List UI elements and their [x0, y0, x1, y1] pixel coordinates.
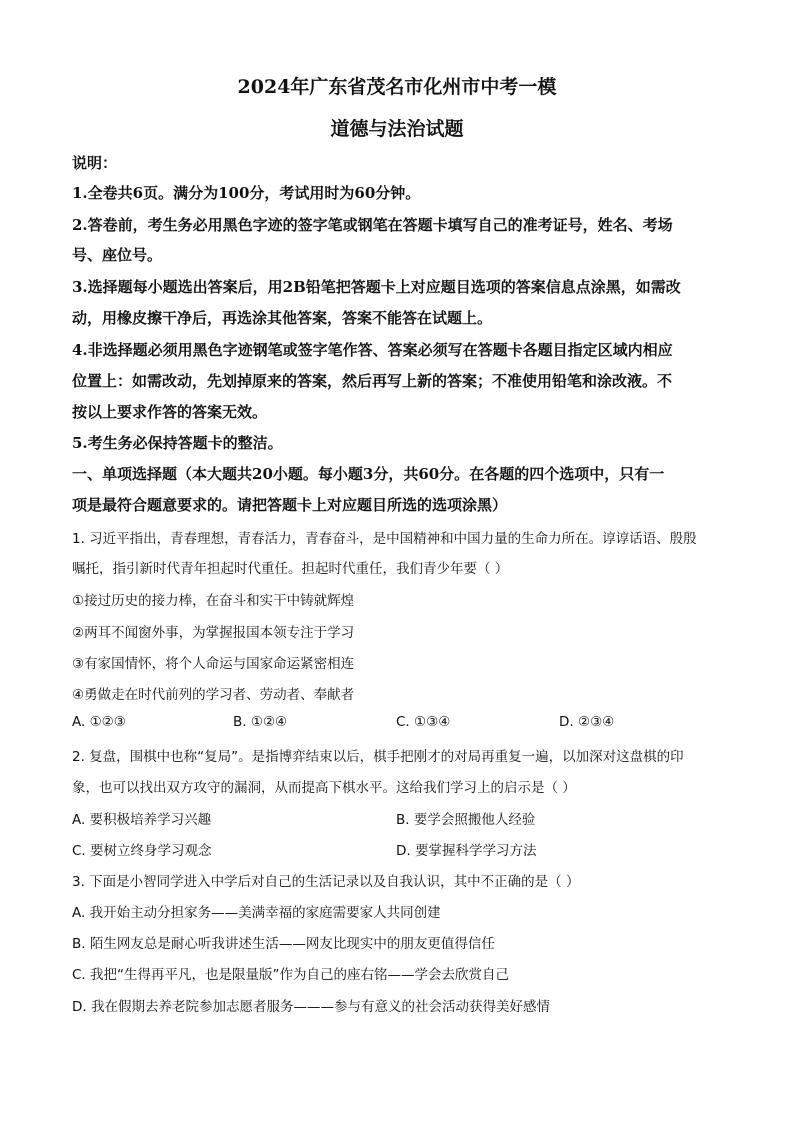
instruction-line: 1.全卷共6页。满分为100分，考试用时为60分钟。 — [72, 184, 421, 202]
exam-title: 2024年广东省茂名市化州市中考一模 — [237, 76, 557, 98]
question-3-stem: 3. 下面是小智同学进入中学后对自己的生活记录以及自我认识，其中不正确的是（ ） — [72, 874, 580, 890]
instruction-line: 位置上：如需改动，先划掉原来的答案，然后再写上新的答案；不准使用铅笔和涂改液。不 — [72, 372, 673, 390]
question-1-item: ③有家国情怀，将个人命运与国家命运紧密相连 — [72, 656, 355, 672]
instruction-line: 动，用橡皮擦干净后，再选涂其他答案，答案不能答在试题上。 — [72, 309, 493, 327]
question-1-option-c: C. ①③④ — [396, 714, 451, 730]
section-heading-continued: 项是最符合题意要求的。请把答题卡上对应题目所选的选项涂黑） — [72, 496, 508, 514]
question-1-item: ①接过历史的接力棒，在奋斗和实干中铸就辉煌 — [72, 593, 355, 609]
question-2-option-d: D. 要掌握科学学习方法 — [396, 843, 537, 859]
question-3-option-d: D. 我在假期去养老院参加志愿者服务———参与有意义的社会活动获得美好感情 — [72, 999, 550, 1015]
question-2-option-b: B. 要学会照搬他人经验 — [396, 812, 536, 828]
question-3-option-b: B. 陌生网友总是耐心听我讲述生活——网友比现实中的朋友更值得信任 — [72, 936, 495, 952]
instruction-line: 5.考生务必保持答题卡的整洁。 — [72, 434, 283, 452]
question-3-option-c: C. 我把“生得再平凡，也是限量版”作为自己的座右铭——学会去欣赏自己 — [72, 967, 509, 983]
question-2-option-a: A. 要积极培养学习兴趣 — [72, 812, 212, 828]
instruction-line: 号、座位号。 — [72, 246, 163, 264]
instruction-line: 按以上要求作答的答案无效。 — [72, 403, 268, 421]
instructions-heading: 说明： — [72, 154, 118, 172]
section-heading: 一、单项选择题（本大题共20小题。每小题3分，共60分。在各题的四个选项中，只有一 — [72, 465, 665, 483]
instruction-line: 3.选择题每小题选出答案后，用2B铅笔把答题卡上对应题目选项的答案信息点涂黑，如需改 — [72, 278, 681, 296]
question-3-option-a: A. 我开始主动分担家务——美满幸福的家庭需要家人共同创建 — [72, 905, 441, 921]
question-1-option-d: D. ②③④ — [559, 714, 615, 730]
instruction-line: 4.非选择题必须用黑色字迹钢笔或签字笔作答、答案必须写在答题卡各题目指定区域内相应 — [72, 341, 673, 359]
question-2-stem: 象，也可以找出双方攻守的漏洞，从而提高下棋水平。这给我们学习上的启示是（ ） — [72, 780, 576, 796]
exam-subtitle: 道德与法治试题 — [330, 118, 464, 140]
question-1-item: ④勇做走在时代前列的学习者、劳动者、奉献者 — [72, 687, 355, 703]
question-2-option-c: C. 要树立终身学习观念 — [72, 843, 212, 859]
question-1-option-a: A. ①②③ — [72, 714, 126, 730]
question-2-stem: 2. 复盘，围棋中也称“复局”。是指博弈结束以后，棋手把刚才的对局再重复一遍，以加深对这盘棋的印 — [72, 749, 684, 765]
question-1-stem: 1. 习近平指出，青春理想，青春活力，青春奋斗，是中国精神和中国力量的生命力所在。谆谆话语、殷殷 — [72, 531, 697, 547]
question-1-stem: 嘱托，指引新时代青年担起时代重任。担起时代重任，我们青少年要（ ） — [72, 561, 509, 577]
question-1-item: ②两耳不闻窗外事，为掌握报国本领专注于学习 — [72, 625, 355, 641]
question-1-option-b: B. ①②④ — [233, 714, 288, 730]
instruction-line: 2.答卷前，考生务必用黑色字迹的签字笔或钢笔在答题卡填写自己的准考证号，姓名、考场 — [72, 216, 673, 234]
